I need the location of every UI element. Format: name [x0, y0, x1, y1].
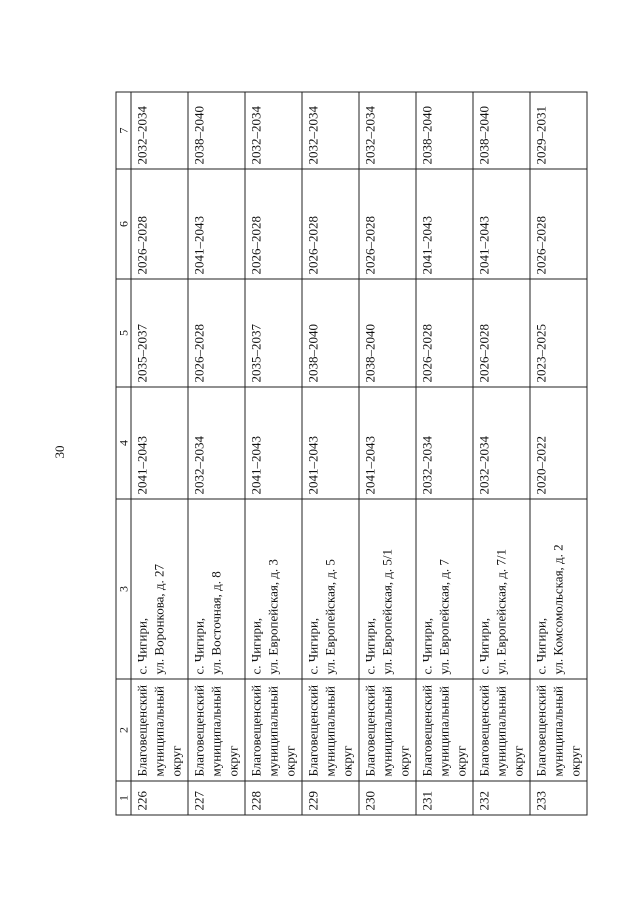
address-street: ул. Восточная, д. 8	[208, 571, 223, 675]
row-number-cell: 233	[530, 781, 587, 815]
table-row	[245, 92, 302, 815]
row-number-cell: 231	[416, 781, 473, 815]
row-number-cell: 226	[131, 781, 188, 815]
table-header-row	[116, 92, 131, 815]
table-row	[131, 92, 188, 815]
period-cell: 2026–2028	[188, 279, 245, 387]
period-cell: 2038–2040	[359, 279, 416, 387]
period-cell: 2038–2040	[188, 92, 245, 169]
period-cell: 2038–2040	[302, 279, 359, 387]
period-cell: 2032–2034	[473, 387, 530, 499]
period-cell: 2038–2040	[473, 92, 530, 169]
row-number-cell: 230	[359, 781, 416, 815]
row-number-cell: 227	[188, 781, 245, 815]
period-cell: 2032–2034	[302, 92, 359, 169]
period-cell: 2032–2034	[416, 387, 473, 499]
address-cell	[530, 499, 587, 679]
column-header: 2	[116, 679, 131, 781]
column-header: 1	[116, 781, 131, 815]
period-cell: 2026–2028	[530, 169, 587, 279]
table-row	[302, 92, 359, 815]
column-header: 7	[116, 92, 131, 169]
table-row	[473, 92, 530, 815]
municipality-cell: Благовещенский муниципальный округ	[416, 679, 473, 781]
address-street: ул. Европейская, д. 5/1	[379, 548, 394, 675]
address-street: ул. Европейская, д. 5	[322, 559, 337, 675]
municipality-cell: Благовещенский муниципальный округ	[530, 679, 587, 781]
period-cell: 2035–2037	[245, 279, 302, 387]
address-street: ул. Воронкова, д. 27	[151, 563, 166, 675]
municipality-cell: Благовещенский муниципальный округ	[302, 679, 359, 781]
period-cell: 2041–2043	[131, 387, 188, 499]
period-cell: 2032–2034	[245, 92, 302, 169]
period-cell: 2035–2037	[131, 279, 188, 387]
period-cell: 2026–2028	[245, 169, 302, 279]
registry-table	[115, 92, 587, 816]
period-cell: 2032–2034	[131, 92, 188, 169]
period-cell: 2026–2028	[473, 279, 530, 387]
address-settlement: с. Чигири,	[476, 617, 491, 675]
address-street: ул. Комсомольская, д. 2	[550, 544, 565, 675]
page-number: 30	[52, 445, 67, 459]
period-cell: 2023–2025	[530, 279, 587, 387]
row-number-cell: 228	[245, 781, 302, 815]
address-cell	[188, 499, 245, 679]
address-cell	[473, 499, 530, 679]
period-cell: 2020–2022	[530, 387, 587, 499]
municipality-cell: Благовещенский муниципальный округ	[245, 679, 302, 781]
period-cell: 2026–2028	[131, 169, 188, 279]
address-cell	[359, 499, 416, 679]
table-row	[359, 92, 416, 815]
column-header: 4	[116, 387, 131, 499]
address-settlement: с. Чигири,	[134, 617, 149, 675]
period-cell: 2026–2028	[416, 279, 473, 387]
table-row	[188, 92, 245, 815]
column-header: 3	[116, 499, 131, 679]
period-cell: 2032–2034	[188, 387, 245, 499]
address-street: ул. Европейская, д. 7	[436, 559, 451, 675]
address-settlement: с. Чигири,	[533, 617, 548, 675]
municipality-cell: Благовещенский муниципальный округ	[359, 679, 416, 781]
municipality-cell: Благовещенский муниципальный округ	[188, 679, 245, 781]
address-settlement: с. Чигири,	[191, 617, 206, 675]
period-cell: 2026–2028	[302, 169, 359, 279]
period-cell: 2041–2043	[359, 387, 416, 499]
period-cell: 2041–2043	[416, 169, 473, 279]
table-row	[416, 92, 473, 815]
table-row	[530, 92, 587, 815]
address-settlement: с. Чигири,	[248, 617, 263, 675]
address-cell	[302, 499, 359, 679]
address-cell	[416, 499, 473, 679]
address-cell	[131, 499, 188, 679]
period-cell: 2032–2034	[359, 92, 416, 169]
row-number-cell: 232	[473, 781, 530, 815]
column-header: 5	[116, 279, 131, 387]
address-settlement: с. Чигири,	[362, 617, 377, 675]
period-cell: 2041–2043	[245, 387, 302, 499]
period-cell: 2041–2043	[188, 169, 245, 279]
row-number-cell: 229	[302, 781, 359, 815]
municipality-cell: Благовещенский муниципальный округ	[131, 679, 188, 781]
address-cell	[245, 499, 302, 679]
period-cell: 2026–2028	[359, 169, 416, 279]
period-cell: 2029–2031	[530, 92, 587, 169]
column-header: 6	[116, 169, 131, 279]
address-settlement: с. Чигири,	[419, 617, 434, 675]
period-cell: 2038–2040	[416, 92, 473, 169]
address-street: ул. Европейская, д. 7/1	[493, 548, 508, 675]
address-settlement: с. Чигири,	[305, 617, 320, 675]
municipality-cell: Благовещенский муниципальный округ	[473, 679, 530, 781]
registry-table-container	[115, 93, 583, 816]
period-cell: 2041–2043	[302, 387, 359, 499]
address-street: ул. Европейская, д. 3	[265, 559, 280, 675]
period-cell: 2041–2043	[473, 169, 530, 279]
